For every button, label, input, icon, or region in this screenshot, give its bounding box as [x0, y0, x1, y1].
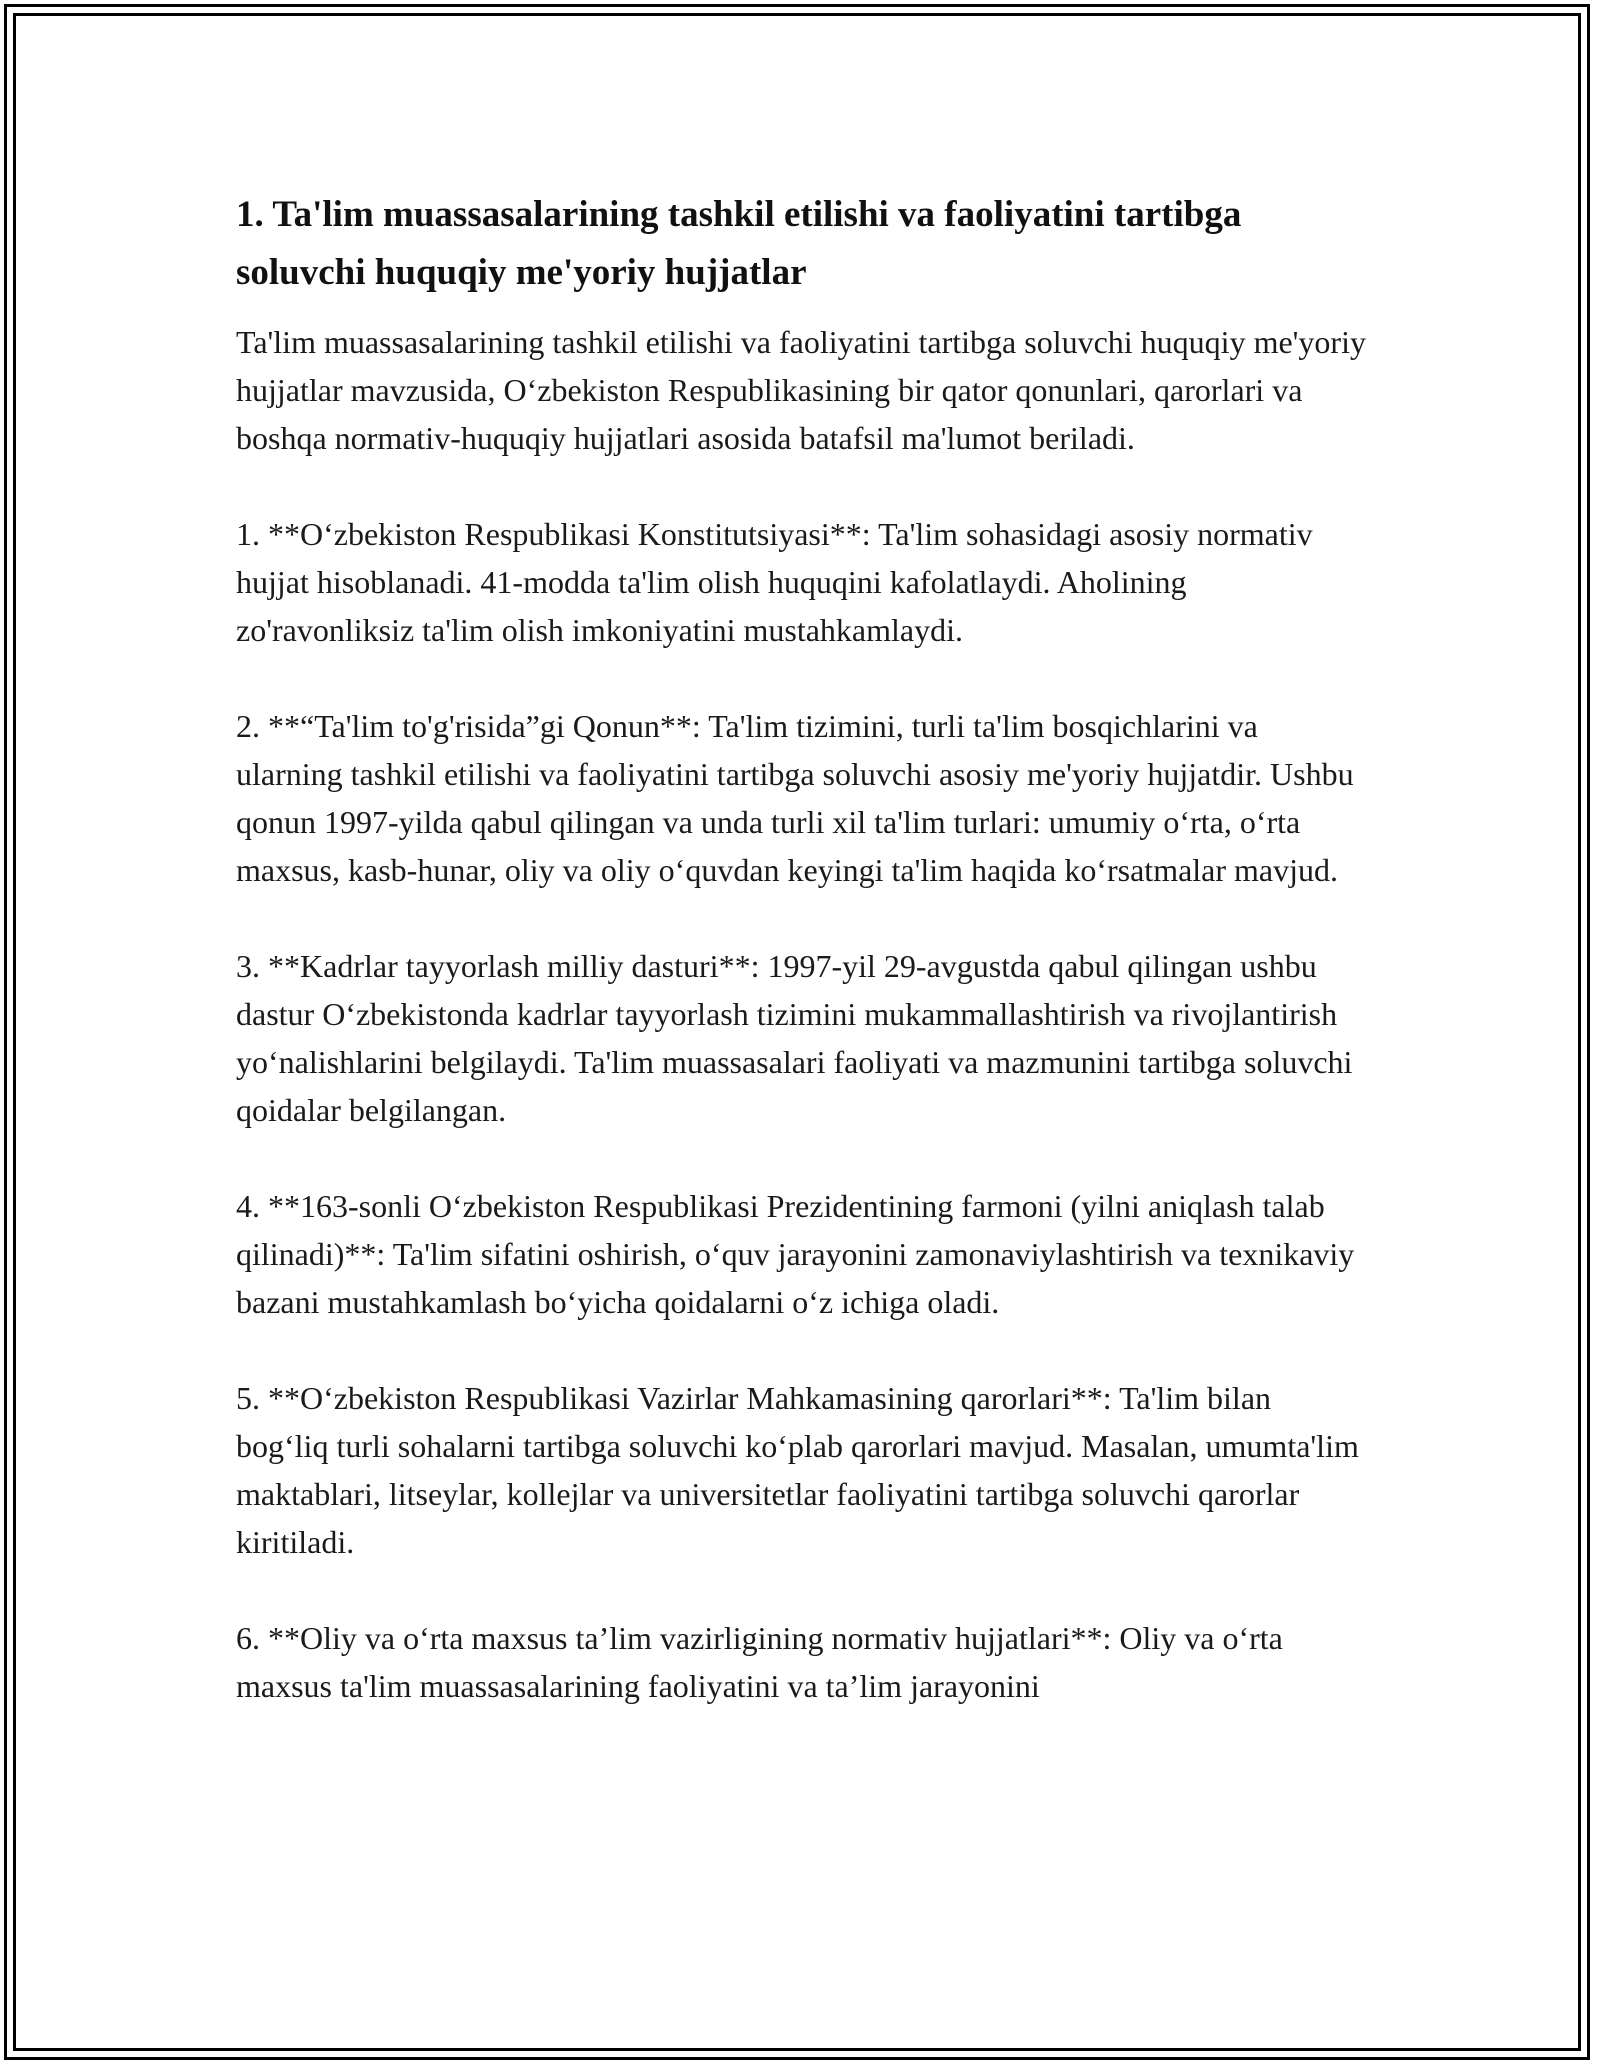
- document-title: 1. Ta'lim muassasalarining tashkil etilishi va faoliyatini tartibga soluvchi huquqiy me'yoriy hujjatlar: [236, 194, 1242, 293]
- paragraph-education-law: 2. **“Ta'lim to'g'risida”gi Qonun**: Ta'lim tizimini, turli ta'lim bosqichlarini va ularning tashkil etilishi va faoliyatini tartibga soluvchi asosiy me'yoriy hujjatdir. Ushbu qonun 1997-yilda qabul qilingan va unda turli xil ta'lim turlari: umumiy o‘rta, o‘rta maxsus, kasb-hunar, oliy va oliy o‘quvdan keyingi ta'lim haqida ko‘rsatmalar mavjud.: [236, 708, 1354, 888]
- document-body: [236, 186, 1366, 1710]
- paragraph-ministry-documents: 6. **Oliy va o‘rta maxsus ta’lim vazirligining normativ hujjatlari**: Oliy va o‘rta maxsus ta'lim muassasalarining faoliyatini va ta’lim jarayonini: [236, 1620, 1283, 1704]
- paragraph-presidential-decree: 4. **163-sonli O‘zbekiston Respublikasi Prezidentining farmoni (yilni aniqlash talab qilinadi)**: Ta'lim sifatini oshirish, o‘quv jarayonini zamonaviylashtirish va texnikaviy bazani mustahkamlash bo‘yicha qoidalarni o‘z ichiga oladi.: [236, 1188, 1355, 1320]
- paragraph-cabinet-resolutions: 5. **O‘zbekiston Respublikasi Vazirlar Mahkamasining qarorlari**: Ta'lim bilan bog‘liq turli sohalarni tartibga soluvchi ko‘plab qarorlari mavjud. Masalan, umumta'lim maktablari, litseylar, kollejlar va universitetlar faoliyatini tartibga soluvchi qarorlar kiritiladi.: [236, 1380, 1359, 1560]
- paragraph-national-program: 3. **Kadrlar tayyorlash milliy dasturi**: 1997-yil 29-avgustda qabul qilingan ushbu dastur O‘zbekistonda kadrlar tayyorlash tizimini mukammallashtirish va rivojlantirish yo‘nalishlarini belgilaydi. Ta'lim muassasalari faoliyati va mazmunini tartibga soluvchi qoidalar belgilangan.: [236, 948, 1353, 1128]
- intro-paragraph: Ta'lim muassasalarining tashkil etilishi va faoliyatini tartibga soluvchi huquqiy me'yoriy hujjatlar mavzusida, O‘zbekiston Respublikasining bir qator qonunlari, qarorlari va boshqa normativ-huquqiy hujjatlari asosida batafsil ma'lumot beriladi.: [236, 324, 1366, 456]
- paragraph-constitution: 1. **O‘zbekiston Respublikasi Konstitutsiyasi**: Ta'lim sohasidagi asosiy normativ hujjat hisoblanadi. 41-modda ta'lim olish huquqini kafolatlaydi. Aholining zo'ravonliksiz ta'lim olish imkoniyatini mustahkamlaydi.: [236, 516, 1313, 648]
